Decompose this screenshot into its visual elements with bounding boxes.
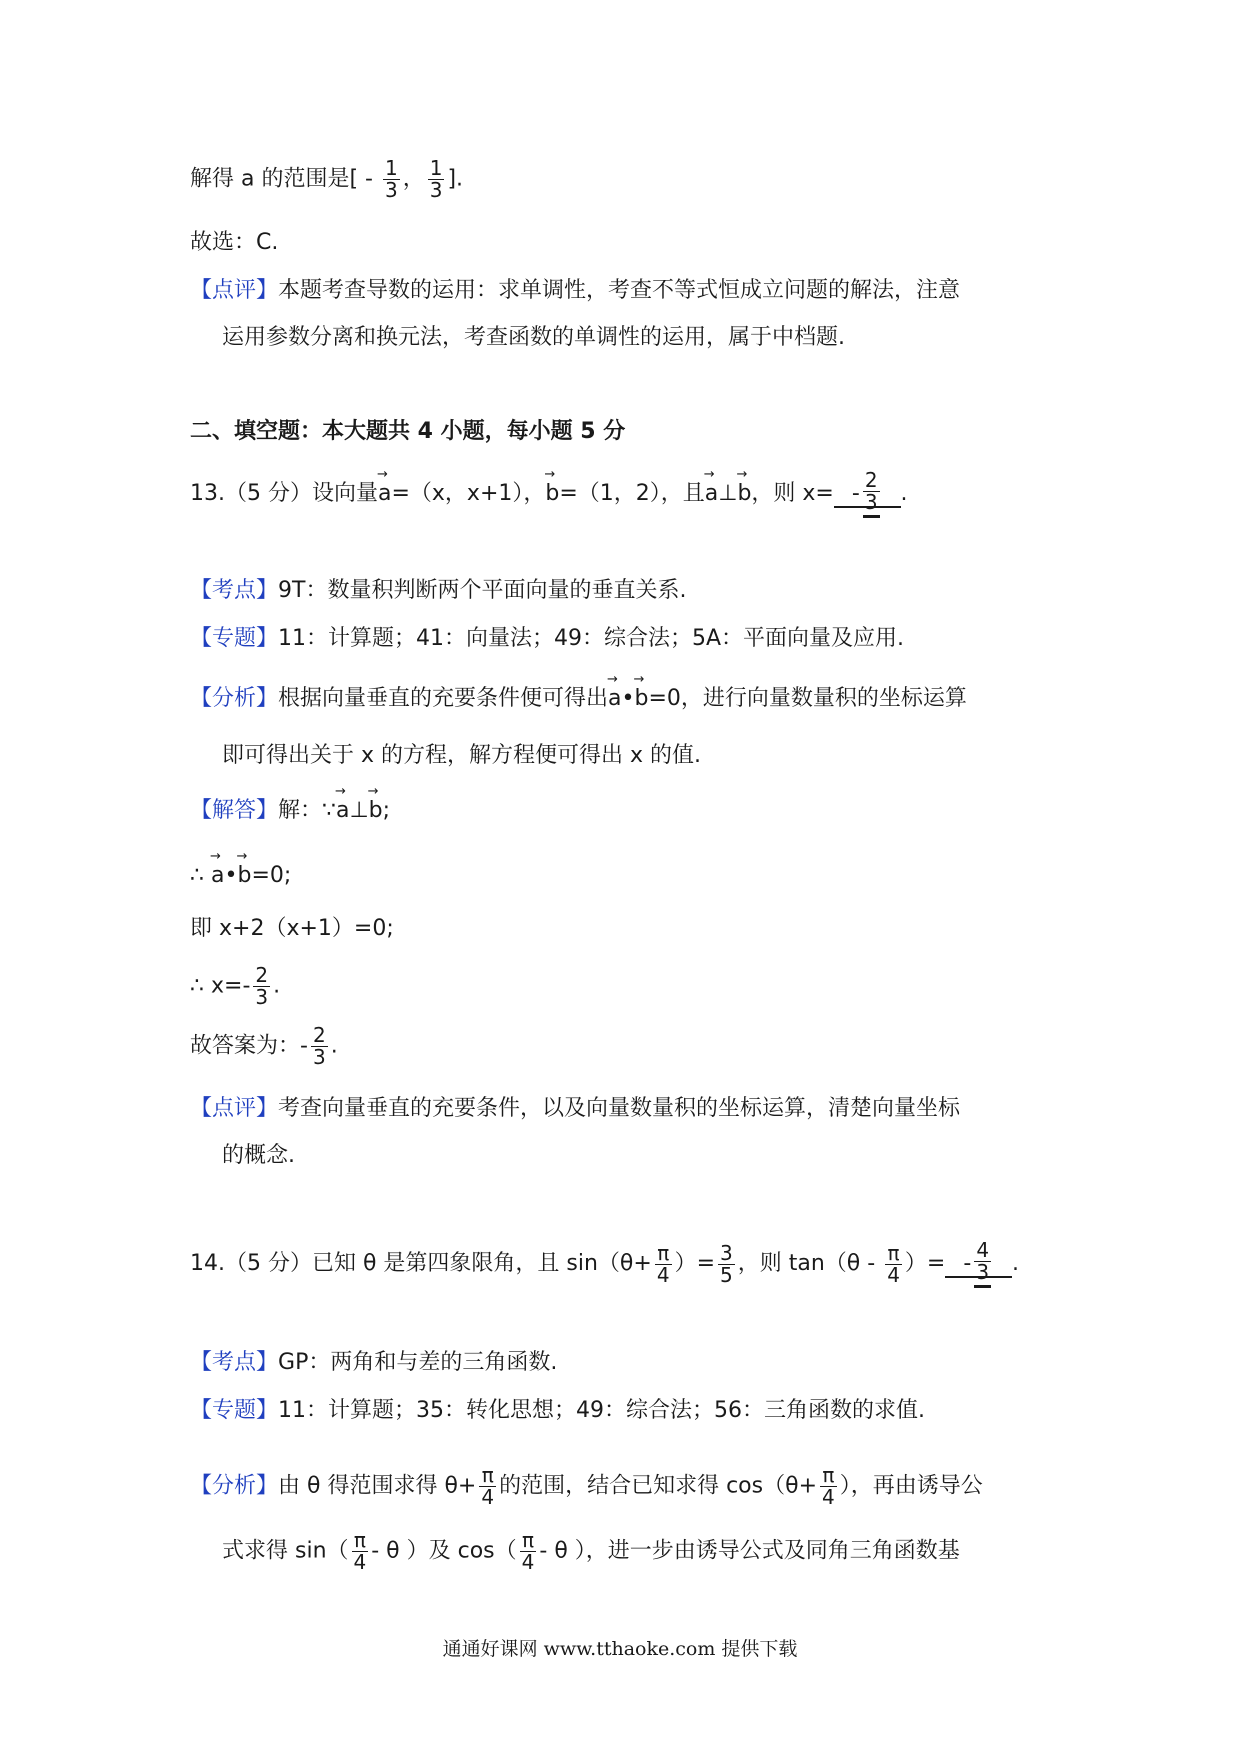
stem-part: =（x，x+1），	[391, 481, 546, 506]
fraction	[253, 965, 270, 1008]
analysis-tag: 【分析】	[190, 1473, 279, 1499]
denominator: 3	[312, 1045, 326, 1069]
denominator: 3	[864, 490, 878, 514]
analysis-text: 式求得 sin（	[222, 1538, 349, 1564]
q14-kaodian	[190, 1352, 557, 1374]
q13-kaodian	[190, 580, 686, 602]
q13-step-1	[190, 865, 291, 887]
analysis-text: 由 θ 得范围求得 θ+	[278, 1473, 477, 1499]
denominator: 4	[481, 1485, 495, 1509]
stem-part: =（1，2），且	[559, 481, 705, 506]
stem-part: ）=	[904, 1251, 946, 1276]
vector-b: → b	[369, 800, 383, 822]
fraction	[352, 1530, 369, 1573]
zhuanti-tag: 【专题】	[190, 626, 279, 651]
choice-line: 故选：C.	[190, 230, 279, 255]
fraction	[479, 1465, 496, 1508]
zhuanti-text: 11：计算题；41：向量法；49：综合法；5A：平面向量及应用.	[278, 626, 905, 651]
kaodian-text: 9T：数量积判断两个平面向量的垂直关系.	[278, 578, 687, 603]
answer-sign: -	[963, 1251, 972, 1276]
solution-tag: 【解答】	[190, 798, 279, 823]
zhuanti-text: 11：计算题；35：转化思想；49：综合法；56：三角函数的求值.	[278, 1398, 925, 1423]
answer-fraction	[974, 1240, 991, 1288]
q13-review-line-1	[190, 1098, 960, 1120]
review-text: 考查向量垂直的充要条件，以及向量数量积的坐标运算，清楚向量坐标	[278, 1096, 961, 1121]
fraction	[311, 1025, 328, 1068]
numerator: 2	[255, 963, 269, 987]
footer-download-note: 通通好课网 www.tthaoke.com 提供下载	[442, 1638, 798, 1660]
semicolon: ;	[382, 798, 391, 823]
numerator: π	[352, 1530, 369, 1552]
vector-a: → a	[608, 688, 621, 710]
numerator: 1	[429, 156, 443, 180]
stem-part: ）=	[674, 1251, 716, 1276]
numerator: π	[885, 1243, 902, 1265]
vector-b: → b	[237, 865, 251, 887]
analysis-text: ），再由诱导公	[839, 1473, 983, 1499]
answer-text: 故答案为：-	[190, 1033, 308, 1059]
answer-blank	[834, 470, 901, 518]
solution-text: 解：∵	[278, 798, 337, 823]
fraction	[885, 1240, 902, 1287]
q14-analysis-line-1	[190, 1465, 983, 1508]
denominator: 5	[720, 1262, 733, 1287]
q13-analysis-line-2: 即可得出关于 x 的方程，解方程便可得出 x 的值.	[222, 743, 702, 768]
fraction	[655, 1240, 672, 1287]
review-text: 本题考查导数的运用：求单调性，考查不等式恒成立问题的解法，注意	[278, 278, 961, 303]
range-text: 解得 a 的范围是[ -	[190, 166, 380, 192]
analysis-text: - θ ）及 cos（	[371, 1538, 517, 1564]
stem-part: ，则 tan（θ -	[737, 1251, 883, 1276]
therefore-symbol: ∴	[190, 863, 204, 888]
vector-a: → a	[336, 800, 349, 822]
kaodian-tag: 【考点】	[190, 1350, 279, 1375]
review-line-2: 运用参数分离和换元法，考查函数的单调性的运用，属于中档题.	[222, 325, 845, 350]
answer-fraction	[863, 470, 880, 518]
numerator: π	[479, 1465, 496, 1487]
stem-part: ⊥	[718, 481, 738, 506]
denominator: 4	[353, 1550, 367, 1574]
answer-blank	[945, 1240, 1012, 1288]
comma: ，	[402, 166, 425, 192]
solution-range-line	[190, 158, 463, 201]
denominator: 3	[384, 178, 398, 202]
numerator: 2	[312, 1023, 326, 1047]
numerator: 3	[720, 1240, 733, 1265]
range-end: ].	[447, 166, 464, 192]
zhuanti-tag: 【专题】	[190, 1398, 279, 1423]
analysis-text: 根据向量垂直的充要条件便可得出	[278, 686, 609, 711]
vector-b: → b	[635, 688, 649, 710]
numerator: π	[655, 1243, 672, 1265]
analysis-text: 的范围，结合已知求得 cos（θ+	[499, 1473, 817, 1499]
vector-b: → b	[545, 483, 559, 505]
numerator: 4	[976, 1238, 990, 1262]
q13-solution-head	[190, 800, 390, 822]
stem-part: 13.（5 分）设向量	[190, 481, 378, 506]
step-text: =0;	[251, 863, 292, 888]
fraction	[820, 1465, 837, 1508]
review-tag: 【点评】	[190, 1096, 279, 1121]
stem-part: 14.（5 分）已知 θ 是第四象限角，且 sin（θ+	[190, 1251, 652, 1276]
fraction	[520, 1530, 537, 1573]
q13-zhuanti	[190, 628, 904, 650]
fraction	[383, 158, 400, 201]
numerator: π	[520, 1530, 537, 1552]
period: .	[330, 1033, 338, 1059]
stem-part: ，则 x=	[751, 481, 834, 506]
stem-end: .	[900, 481, 908, 506]
vector-a: → a	[705, 483, 718, 505]
q13-answer	[190, 1025, 338, 1068]
numerator: 1	[384, 156, 398, 180]
q14-analysis-line-2	[222, 1530, 960, 1573]
denominator: 3	[429, 178, 443, 202]
section-heading: 二、填空题：本大题共 4 小题，每小题 5 分	[190, 419, 626, 444]
answer-sign: -	[851, 481, 860, 506]
kaodian-text: GP：两角和与差的三角函数.	[278, 1350, 558, 1375]
dot-symbol: •	[621, 686, 635, 711]
dot-symbol: •	[224, 863, 238, 888]
denominator: 3	[976, 1260, 990, 1284]
fraction	[428, 158, 445, 201]
fraction	[718, 1240, 735, 1287]
analysis-text: - θ ），进一步由诱导公式及同角三角函数基	[539, 1538, 960, 1564]
numerator: 2	[864, 468, 878, 492]
vector-a: → a	[211, 865, 224, 887]
q13-step-3	[190, 965, 280, 1008]
q13-review-line-2: 的概念.	[222, 1143, 295, 1168]
question-13-stem	[190, 470, 908, 518]
vector-b: → b	[737, 483, 751, 505]
q13-analysis-line-1	[190, 688, 967, 710]
step-text: ∴ x=-	[190, 973, 251, 999]
denominator: 4	[887, 1262, 900, 1287]
q13-step-2: 即 x+2（x+1）=0;	[190, 916, 394, 941]
analysis-text: =0，进行向量数量积的坐标运算	[648, 686, 967, 711]
stem-end: .	[1012, 1251, 1020, 1276]
denominator: 3	[255, 985, 269, 1009]
period: .	[273, 973, 281, 999]
question-14-stem	[190, 1240, 1019, 1288]
review-tag: 【点评】	[190, 278, 279, 303]
denominator: 4	[521, 1550, 535, 1574]
denominator: 4	[822, 1485, 835, 1509]
analysis-tag: 【分析】	[190, 686, 279, 711]
denominator: 4	[656, 1262, 670, 1287]
review-line-1	[190, 280, 960, 302]
numerator: π	[820, 1465, 837, 1487]
perp-symbol: ⊥	[349, 798, 369, 823]
kaodian-tag: 【考点】	[190, 578, 279, 603]
q14-zhuanti	[190, 1400, 925, 1422]
vector-a: → a	[378, 483, 391, 505]
